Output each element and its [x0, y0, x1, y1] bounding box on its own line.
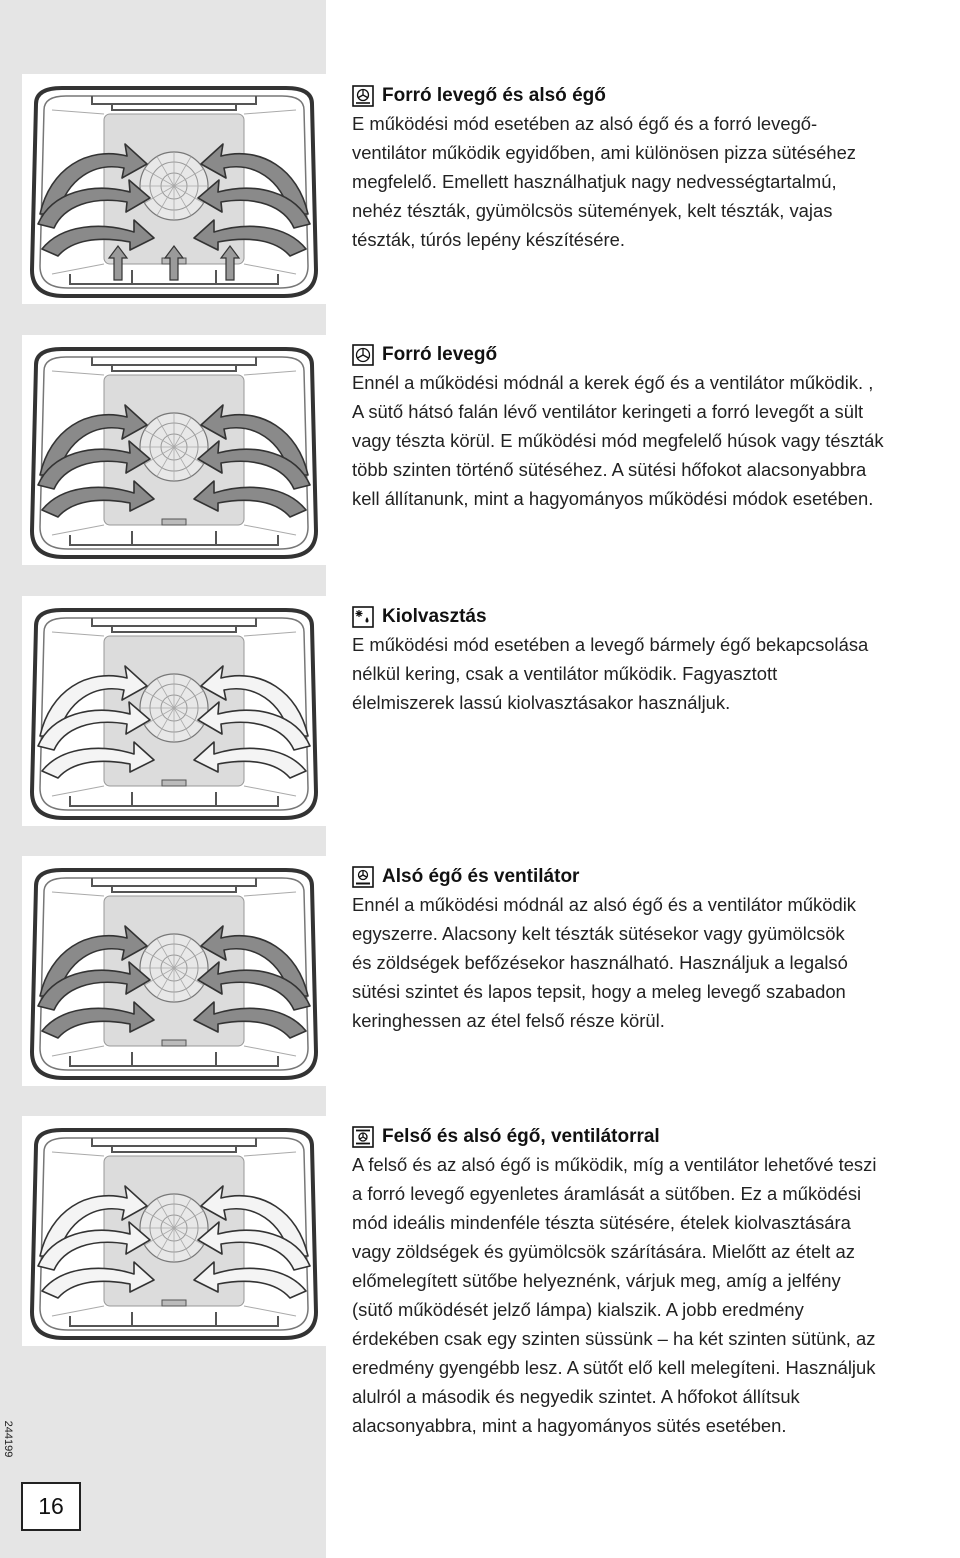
section-body: Ennél a működési módnál a kerek égő és a ventilátor működik. , A sütő hátsó falán lévő ventilátor keringeti a forró levegőt a sült vagy tészta körül. E működési mód megfelelő húsok vagy tészták több szinten történő sütéséhez. A sütési hőfokot alacsonyabbra kell állítanunk, mint a hagyományos működési módok esetében.	[352, 372, 884, 509]
oven-airflow-illustration	[22, 74, 326, 304]
bottom-rack	[70, 531, 278, 545]
bottom-rack	[70, 792, 278, 806]
oven-figure-1	[22, 74, 326, 304]
rack-latch	[162, 519, 186, 525]
defrost-icon	[352, 606, 374, 628]
oven-airflow-illustration	[22, 1116, 326, 1346]
oven-airflow-illustration	[22, 856, 326, 1086]
section-title: Kiolvasztás	[382, 606, 487, 627]
fan-top-bottom-heater-icon	[352, 1126, 374, 1148]
oven-airflow-illustration	[22, 335, 326, 565]
section-forro-levego	[352, 342, 952, 513]
fan-grille	[140, 413, 208, 481]
page-number: 16	[21, 1482, 81, 1531]
fan-heater-bottom-icon	[352, 85, 374, 107]
oven-figure-4	[22, 856, 326, 1086]
rack-latch	[162, 780, 186, 786]
section-body: Ennél a működési módnál az alsó égő és a ventilátor működik egyszerre. Alacsony kelt tészták sütésekor vagy gyümölcsök és zöldségek befőzésekor használható. Használjuk a legalsó sütési szintet és lapos tepsit, hogy a meleg levegő szabadon keringhessen az étel felső része körül.	[352, 894, 856, 1031]
section-body: E működési mód esetében az alsó égő és a forró levegő- ventilátor működik egyidőben, ami különösen pizza sütéséhez megfelelő. Emellett használhatjuk nagy nedvességtartalmú, nehéz tészták, gyümölcsös sütemények, kelt tészták, vajas tészták, túrós lepény készítésére.	[352, 113, 856, 250]
rack-latch	[162, 1300, 186, 1306]
wire-shelf	[92, 96, 256, 110]
oven-figure-3	[22, 596, 326, 826]
section-also-ego-es-ventilator	[352, 864, 952, 1035]
oven-figure-5	[22, 1116, 326, 1346]
fan-grille	[140, 152, 208, 220]
bottom-rack	[70, 1312, 278, 1326]
wire-shelf	[92, 878, 256, 892]
oven-figure-2	[22, 335, 326, 565]
document-code: 244199	[2, 1420, 14, 1458]
fan-bottom-heater-icon	[352, 866, 374, 888]
section-title: Forró levegő	[382, 344, 498, 365]
fan-grille	[140, 934, 208, 1002]
hot-air-fan-icon	[352, 344, 374, 366]
bottom-rack	[70, 1052, 278, 1066]
rack-latch	[162, 1040, 186, 1046]
oven-airflow-illustration	[22, 596, 326, 826]
wire-shelf	[92, 618, 256, 632]
section-felso-es-also-ego-ventilatorral	[352, 1124, 952, 1440]
wire-shelf	[92, 357, 256, 371]
fan-grille	[140, 1194, 208, 1262]
section-title: Forró levegő és alsó égő	[382, 85, 606, 106]
section-forro-levego-also-ego	[352, 83, 952, 254]
section-body: E működési mód esetében a levegő bármely égő bekapcsolása nélkül kering, csak a ventilátor működik. Fagyasztott élelmiszerek lassú kiolvasztásakor használjuk.	[352, 634, 869, 713]
fan-grille	[140, 674, 208, 742]
section-title: Felső és alsó égő, ventilátorral	[382, 1126, 660, 1147]
section-body: A felső és az alsó égő is működik, míg a ventilátor lehetővé teszi a forró levegő egyenletes áramlását a sütőben. Ez a működési mód ideális mindenféle tészta sütésére, ételek kiolvasztására vagy zöldségek és gyümölcsök szárítására. Mielőtt az ételt az előmelegített sütőbe helyeznénk, várjuk meg, amíg a jelfény (sütő működését jelző lámpa) kialszik. A jobb eredmény érdekében csak egy szinten süssünk – ha két szinten sütünk, az eredmény gyengébb lesz. A sütőt elő kell melegíteni. Használjuk alulról a második és negyedik szintet. A hőfokot állítsuk alacsonyabbra, mint a hagyományos sütés esetében.	[352, 1154, 877, 1436]
section-kiolvasztas	[352, 604, 952, 717]
section-title: Alsó égő és ventilátor	[382, 866, 580, 887]
wire-shelf	[92, 1138, 256, 1152]
